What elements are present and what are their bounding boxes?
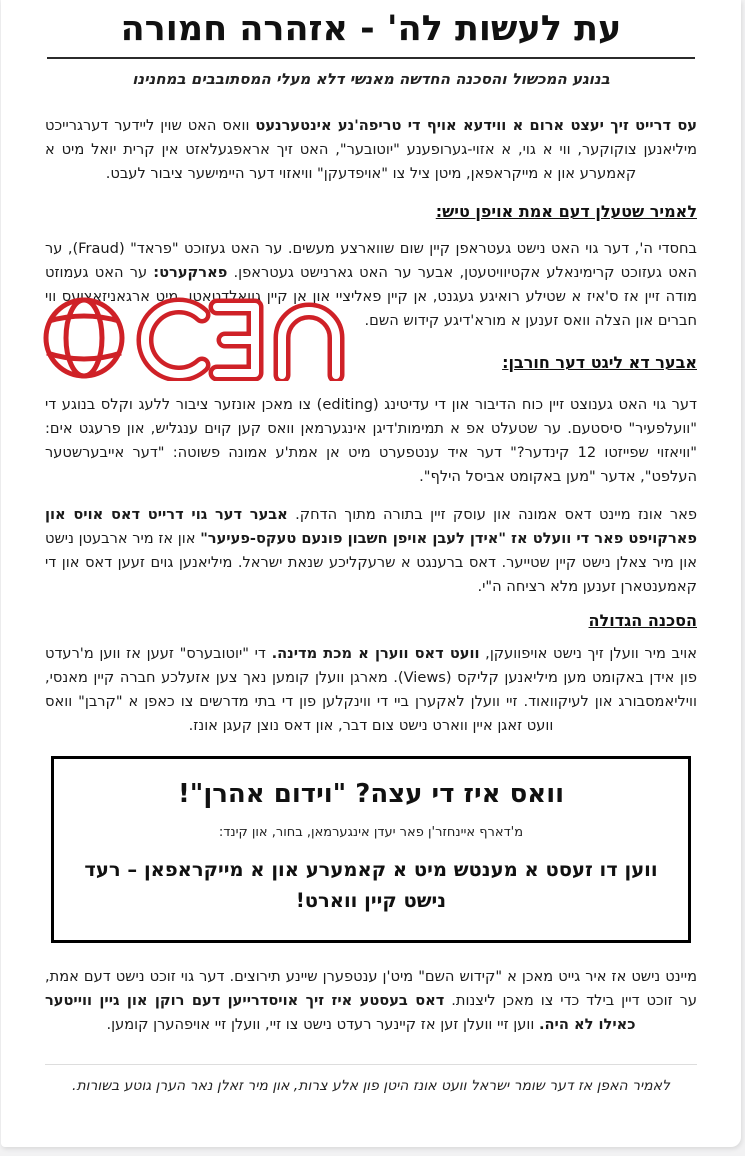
paragraph-dont-answer: מיינט נישט אז איר גייט מאכן א "קידוש השם" מיט'ן ענטפערן שיינע תירוצים. דער גוי זוכט נישט דעם אמת, ער זוכט דיין בילד כדי צו מאכן ליצנות. דאס בעסטע איז זיך אויסדרייען דעם רוקן און גיין ווייטער כאילו לא היה. ווען זיי וועלן זען אז קיינער רעדט נישט צו זיי, וועלן זיי אויפהערן קומען. <box>45 968 697 1033</box>
page-title: עת לעשות לה' - אזהרה חמורה <box>120 9 622 49</box>
page-subtitle: בנוגע המכשול והסכנה החדשה מאנשי דלא מעלי המסתובבים במחנינו <box>132 70 610 88</box>
advice-box-intro: מ'דארף איינחזר'ן פאר יעדן אינגערמאן, בחור, און קינד: <box>218 825 524 840</box>
paragraph-no-fraud: בחסדי ה', דער גוי האט נישט געטראפן קיין שום שווארצע מעשים. ער האט געזוכט "פראד" (Fraud), ער האט געזוכט קרימינאלע אקטיוויטעטן, אבער ער האט גארנישט געטראפן. פארקערט: ער האט געמוזט מודה זיין אז ס'איז א שטילע רואיגע געגנט, אן קיין פאליציי און אן קיין גוואלדטאטן, מיט ארגאניזאציעס ווי חברים און הצלה וואס זענען א מורא'דיגע קידוש השם. <box>45 240 697 329</box>
document-page <box>1 0 741 1147</box>
watermark-band <box>45 333 697 379</box>
section-header-truth: לאמיר שטעלן דעם אמת אויפן טיש: <box>435 202 697 221</box>
section-header-danger: הסכנה הגדולה <box>588 611 697 630</box>
advice-box-main: ווען דו זעסט א מענטש מיט א קאמערע און א מייקראפאן – רעד נישט קיין ווארט! <box>84 858 658 912</box>
paragraph-video-intro: עס דרייט זיך יעצט ארום א ווידעא אויף די טריפה'נע אינטערנעט וואס האט שוין ליידער דערגרייכט מיליאנען צוקוקער, ווי א גוי, א אזוי-גערופענע "יוטובער", האט זיך אראפגעלאזט אין קרית יואל מיט א קאמערע און א מייקראפאן, מיטן ציל צו "אויפדעקן" וויאזוי דער היימישער ציבור לעבט. <box>45 117 697 182</box>
title-divider <box>47 57 695 59</box>
paragraph-welfare: פאר אונז מיינט דאס אמונה און עוסק זיין בתורה מתוך הדחק. אבער דער גוי דרייט דאס אויס און פארקויפט פאר די וועלט אז "אידן לעבן אויפן חשבון פונעם טעקס-פעיער" און אז מיר ארבעטן נישט און מיר צאלן נישט קיין שטייער. דאס ברענגט א שרעקליכע שנאת ישראל. מיליאנען גוים זעען דאס און די קאמענטארן זענען מלא רציחה ה"י. <box>45 506 697 595</box>
paragraph-editing: דער גוי האט גענוצט זיין כוח הדיבור און די עדיטינג (editing) צו מאכן אונזער ציבור ללעג וקלס בנוגע די "וועלפעיר" סיסטעם. ער שטעלט אפ א תמימות'דיגן אינגערמאן וואס קען קוים ענגליש, און פרעגט אים: "וויאזוי שפייזטו 12 קינדער?" דער איד ענטפערט מיט אן אמת'ע אמונה פשוטה: "דער אייבערשטער העלפט", אדער "מען באקומט אביסל הילף". <box>45 396 698 485</box>
advice-box <box>51 756 691 943</box>
paragraph-makas-medina: אויב מיר וועלן זיך נישט אויפוועקן, וועט דאס ווערן א מכת מדינה. די "יוטובערס" זעען אז ווען מ'רעדט פון אידן באקומט מען מיליאנען קליקס (Views). מארגן וועלן קומען נאך צען אזעלכע חברה קיין מאנסי, וויליאמסבורג און לעיקוואוד. זיי וועלן לאקערן ביי די ווינקלען פון די בתי מדרשים צו כאפן א "קרבן" וואס וועט זאגן איין ווארט נישט צום דבר, און דאס נוצן קעגן אונז. <box>45 645 697 734</box>
section-header-churban: אבער דא ליגט דער חורבן: <box>502 353 697 372</box>
footer-divider <box>45 1064 697 1065</box>
advice-box-heading: וואס איז די עצה? "וידום אהרן"! <box>177 779 565 809</box>
footer-blessing: לאמיר האפן אז דער שומר ישראל וועט אונז היטן פון אלע צרות, און מיר זאלן נאר הערן גוטע בשורות. <box>72 1078 670 1094</box>
